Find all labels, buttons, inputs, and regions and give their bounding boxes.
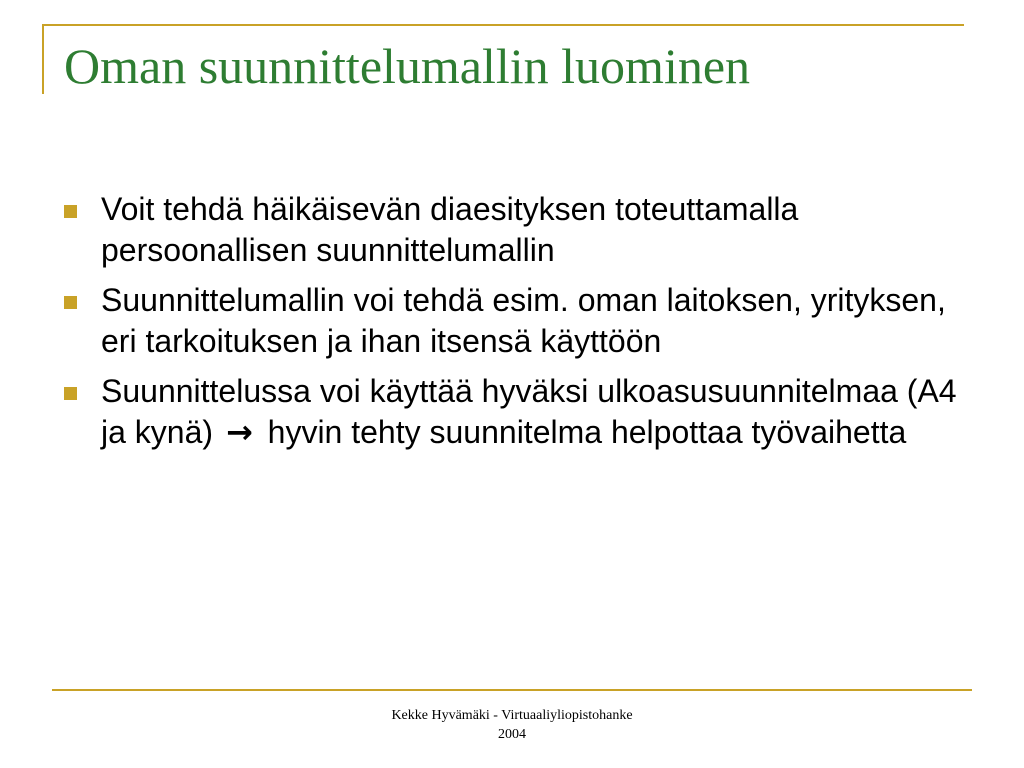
square-bullet-icon: [64, 296, 77, 309]
bullet-item-1: [64, 189, 984, 271]
title-frame-left-line: [42, 24, 44, 94]
square-bullet-icon: [64, 205, 77, 218]
bullet-text-before-arrow: Suunnittelussa voi käyttää hyväksi ulkoasusuunnitelmaa (A4 ja kynä): [101, 373, 957, 450]
right-arrow-icon: →: [225, 413, 253, 451]
bullet-item-2: [64, 280, 984, 362]
bullet-text: Voit tehdä häikäisevän diaesityksen toteuttamalla persoonallisen suunnittelumallin: [101, 191, 799, 268]
footer-author: Kekke Hyvämäki - Virtuaaliyliopistohanke: [391, 708, 633, 723]
bullet-text-after-arrow: hyvin tehty suunnitelma helpottaa työvaihetta: [267, 414, 907, 450]
footer: [312, 706, 712, 744]
bullet-item-3: [64, 371, 984, 453]
title-frame-top-line: [42, 24, 964, 26]
bullet-text: Suunnittelumallin voi tehdä esim. oman laitoksen, yrityksen, eri tarkoituksen ja ihan itsensä käyttöön: [101, 282, 946, 359]
footer-divider: [52, 689, 972, 691]
bullet-list: [64, 189, 984, 462]
slide-title: Oman suunnittelumallin luominen: [64, 38, 751, 94]
footer-year: 2004: [498, 727, 526, 742]
square-bullet-icon: [64, 387, 77, 400]
